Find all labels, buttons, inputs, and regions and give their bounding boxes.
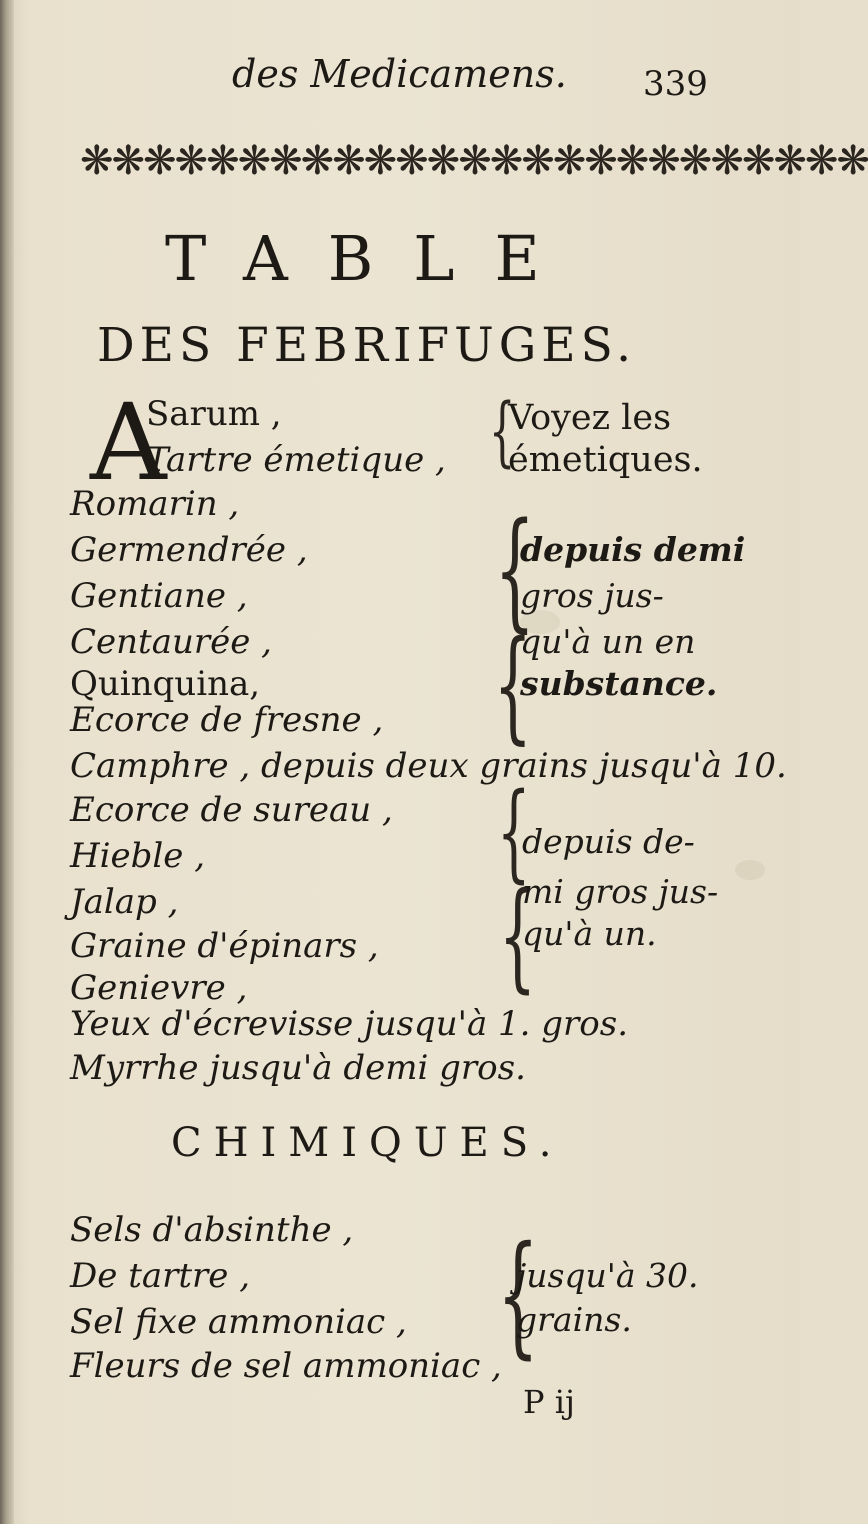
entry-sels-absinthe: Sels d'absinthe ,	[70, 1210, 354, 1250]
page-subtitle: DES FEBRIFUGES.	[97, 318, 637, 373]
entry-ecorce-sureau: Ecorce de sureau ,	[70, 790, 393, 830]
entry-sel-fixe: Sel fixe ammoniac ,	[70, 1302, 407, 1342]
entry-graine-epinars: Graine d'épinars ,	[70, 926, 379, 966]
entry-genievre: Genievre ,	[70, 968, 248, 1008]
entry-myrrhe: Myrrhe jusqu'à demi gros.	[70, 1048, 526, 1088]
note-jusqua-30: jusqu'à 30.	[516, 1256, 699, 1295]
note-gros-jus: gros jus-	[520, 576, 664, 615]
entry-camphre: Camphre , depuis deux grains jusqu'à 10.	[70, 746, 787, 786]
ornament-border: ❋❋❋❋❋❋❋❋❋❋❋❋❋❋❋❋❋❋❋❋❋❋❋❋❋	[80, 138, 868, 184]
page-gutter	[0, 0, 14, 1524]
note-grains: grains.	[516, 1300, 632, 1339]
entry-tartre: Tartre émetique ,	[146, 440, 446, 480]
drop-cap: A	[90, 381, 167, 504]
note-qua-un-2: qu'à un.	[522, 914, 657, 953]
entry-asarum: Sarum ,	[146, 394, 282, 434]
entry-romarin: Romarin ,	[70, 484, 240, 524]
brace-3: {	[493, 614, 533, 756]
note-emetiques: émetiques.	[508, 440, 703, 480]
entry-ecorce-fresne: Ecorce de fresne ,	[70, 700, 384, 740]
paper-stain	[735, 860, 765, 880]
signature-mark: P ij	[523, 1383, 575, 1421]
brace-2: {	[494, 496, 536, 645]
page-number: 339	[643, 64, 708, 104]
entry-hieble: Hieble ,	[70, 836, 206, 876]
page-title: TABLE	[165, 222, 580, 295]
section-heading: CHIMIQUES.	[171, 1120, 564, 1166]
note-mi-gros: mi gros jus-	[522, 872, 719, 911]
entry-de-tartre: De tartre ,	[70, 1256, 251, 1296]
note-substance: substance.	[520, 664, 718, 703]
entry-fleurs-sel: Fleurs de sel ammoniac ,	[70, 1346, 502, 1386]
entry-jalap: Jalap ,	[70, 882, 179, 922]
entry-germendree: Germendrée ,	[70, 530, 308, 570]
entry-gentiane: Gentiane ,	[70, 576, 248, 616]
brace-4: {	[496, 770, 531, 893]
note-voyez: Voyez les	[508, 398, 672, 438]
running-title: des Medicamens.	[232, 52, 567, 96]
note-depuis-demi: depuis demi	[520, 530, 746, 569]
note-depuis-de: depuis de-	[522, 822, 695, 861]
entry-yeux: Yeux d'écrevisse jusqu'à 1. gros.	[70, 1004, 629, 1044]
entry-quinquina: Quinquina,	[70, 664, 261, 704]
entry-centauree: Centaurée ,	[70, 622, 272, 662]
brace-6: {	[496, 1218, 539, 1372]
brace-5: {	[498, 866, 537, 1004]
brace-1: {	[488, 386, 516, 475]
note-qua-un: qu'à un en	[520, 622, 696, 661]
